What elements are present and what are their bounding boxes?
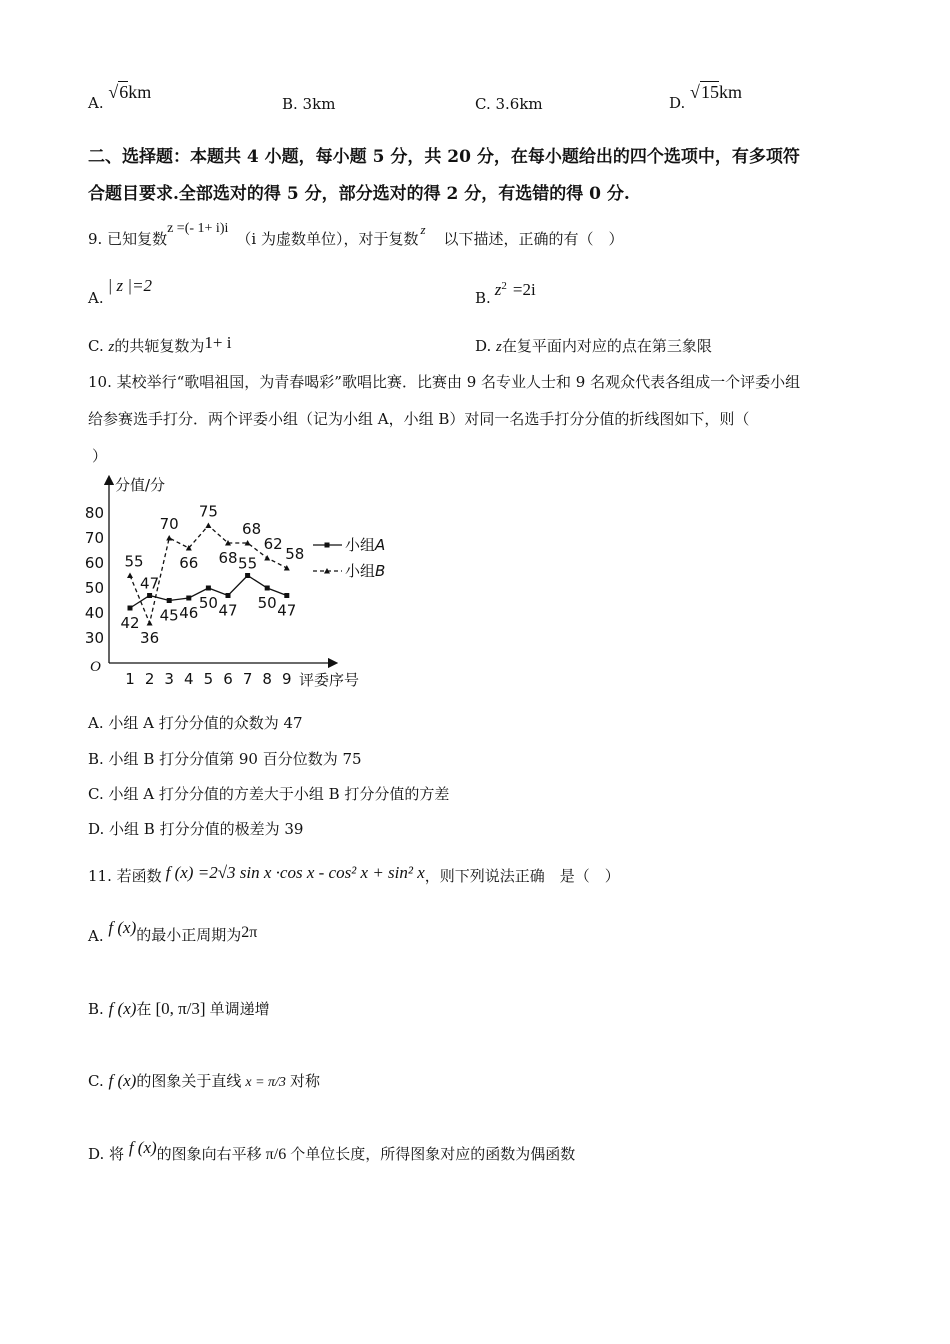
point-marker [284,593,289,598]
data-label: 47 [140,574,160,593]
point-marker [226,593,231,598]
q10-option-d: D. 小组 B 打分分值的极差为 39 [88,820,304,838]
x-tick-label: 7 [242,670,253,688]
data-label: 47 [218,601,238,620]
q9-option-c: C. z的共轭复数为1+ i [88,333,232,355]
q11-option-b: B. f (x)在 [0, π/3] 单调递增 [88,999,270,1018]
q11-stem: 11. 若函数 f (x) =2√3 sin x ·cos x - cos² x + sin² x，则下列说法正确 是（ ） [88,863,620,885]
data-label: 42 [120,614,140,632]
x-tick-label: 4 [184,670,194,688]
section2-heading-line2: 合题目要求.全部选对的得 5 分，部分选对的得 2 分，有选错的得 0 分. [88,184,630,204]
q8-option-b: B. 3km [282,95,336,113]
data-label: 68 [242,520,262,538]
data-label: 55 [124,552,144,571]
point-marker [206,586,211,591]
point-marker [128,606,133,611]
data-label: 66 [179,554,199,572]
data-label: 46 [179,604,199,622]
point-marker [147,620,153,626]
data-label: 62 [263,535,283,553]
data-label: 50 [198,594,218,612]
point-marker [245,573,250,578]
section2-heading-line1: 二、选择题：本题共 4 小题，每小题 5 分，共 20 分，在每小题给出的四个选项中，有多项符 [88,147,800,167]
x-tick-label: 2 [144,670,155,688]
q8-option-d: D. √15km [669,82,742,112]
x-tick-label: 1 [125,670,135,688]
origin-label: O [90,659,101,675]
point-marker [127,573,133,579]
y-axis-label: 分值/分 [115,476,166,494]
q10-option-c: C. 小组 A 打分分值的方差大于小组 B 打分分值的方差 [88,785,450,803]
y-tick-label: 60 [84,554,104,572]
x-tick-label: 6 [223,670,233,688]
point-marker [284,565,290,571]
legend-marker [325,543,330,548]
legend-label: 小组B [345,562,386,580]
q10-stem-line1: 10. 某校举行“歌唱祖国，为青春喝彩”歌唱比赛．比赛由 9 名专业人士和 9 名观众代表各组成一个评委小组 [88,373,801,391]
x-tick-label: 5 [203,670,214,688]
point-marker [186,596,191,601]
q11-option-c: C. f (x)的图象关于直线 x = π/3 对称 [88,1071,320,1090]
x-tick-label: 9 [282,670,292,688]
point-marker [205,523,211,529]
legend-label: 小组A [345,536,386,554]
q9-option-d: D. z在复平面内对应的点在第三象限 [475,337,712,355]
q9-option-a: A.| z |=2 [88,276,153,307]
point-marker [264,555,270,561]
y-tick-label: 50 [84,579,104,597]
q8-d-radicand: 15 [700,82,719,102]
point-marker [166,535,172,541]
q9-option-b: B. $z^2 =2i$ [475,280,536,307]
y-tick-label: 80 [84,504,104,522]
data-label: 55 [238,554,258,573]
data-label: 36 [140,629,160,647]
x-tick-label: 8 [262,670,272,688]
q10-option-b: B. 小组 B 打分分值第 90 百分位数为 75 [88,750,362,768]
q10-stem-line2: 给参赛选手打分．两个评委小组（记为小组 A，小组 B）对同一名选手打分分值的折线图如下，则（ [88,410,750,428]
x-tick-label: 3 [164,670,174,688]
data-label: 75 [198,502,218,521]
q10-option-a: A. 小组 A 打分分值的众数为 47 [88,714,303,732]
y-tick-label: 30 [84,629,104,647]
q11-formula: f (x) =2√3 sin x ·cos x - cos² x + sin² x [165,863,425,882]
data-label: 50 [257,594,277,612]
q11-c-equation: x = π/3 [245,1075,286,1090]
q11-option-d: D. 将 f (x)的图象向右平移 π/6 个单位长度，所得图象对应的函数为偶函数 [88,1138,576,1163]
y-tick-label: 40 [84,604,104,622]
point-marker [265,586,270,591]
y-tick-label: 70 [84,529,104,547]
data-label: 58 [285,545,305,563]
data-label: 70 [159,515,179,533]
q9-stem: 9. 已知复数z =(- 1+ i)i（i 为虚数单位），对于复数z以下描述，正确的有（ ） [88,221,624,248]
q11-b-interval: [0, π/3] [155,999,206,1018]
data-label: 47 [277,601,297,620]
q11-option-a: A. f (x)的最小正周期为2π [88,918,258,945]
point-marker [147,593,152,598]
q11-d-shift: π/6 [265,1146,287,1163]
q8-option-c: C. 3.6km [475,95,543,113]
data-label: 68 [218,549,238,567]
q8-a-radicand: 6 [119,82,129,102]
q8-option-a: A. √6km [88,82,152,112]
line-chart [80,470,386,695]
data-label: 45 [159,606,179,625]
q10-stem-line3: ） [92,447,108,465]
x-axis-label: 评委序号 [299,671,360,689]
point-marker [167,598,172,603]
q9-formula: z =(- 1+ i)i [167,221,229,236]
